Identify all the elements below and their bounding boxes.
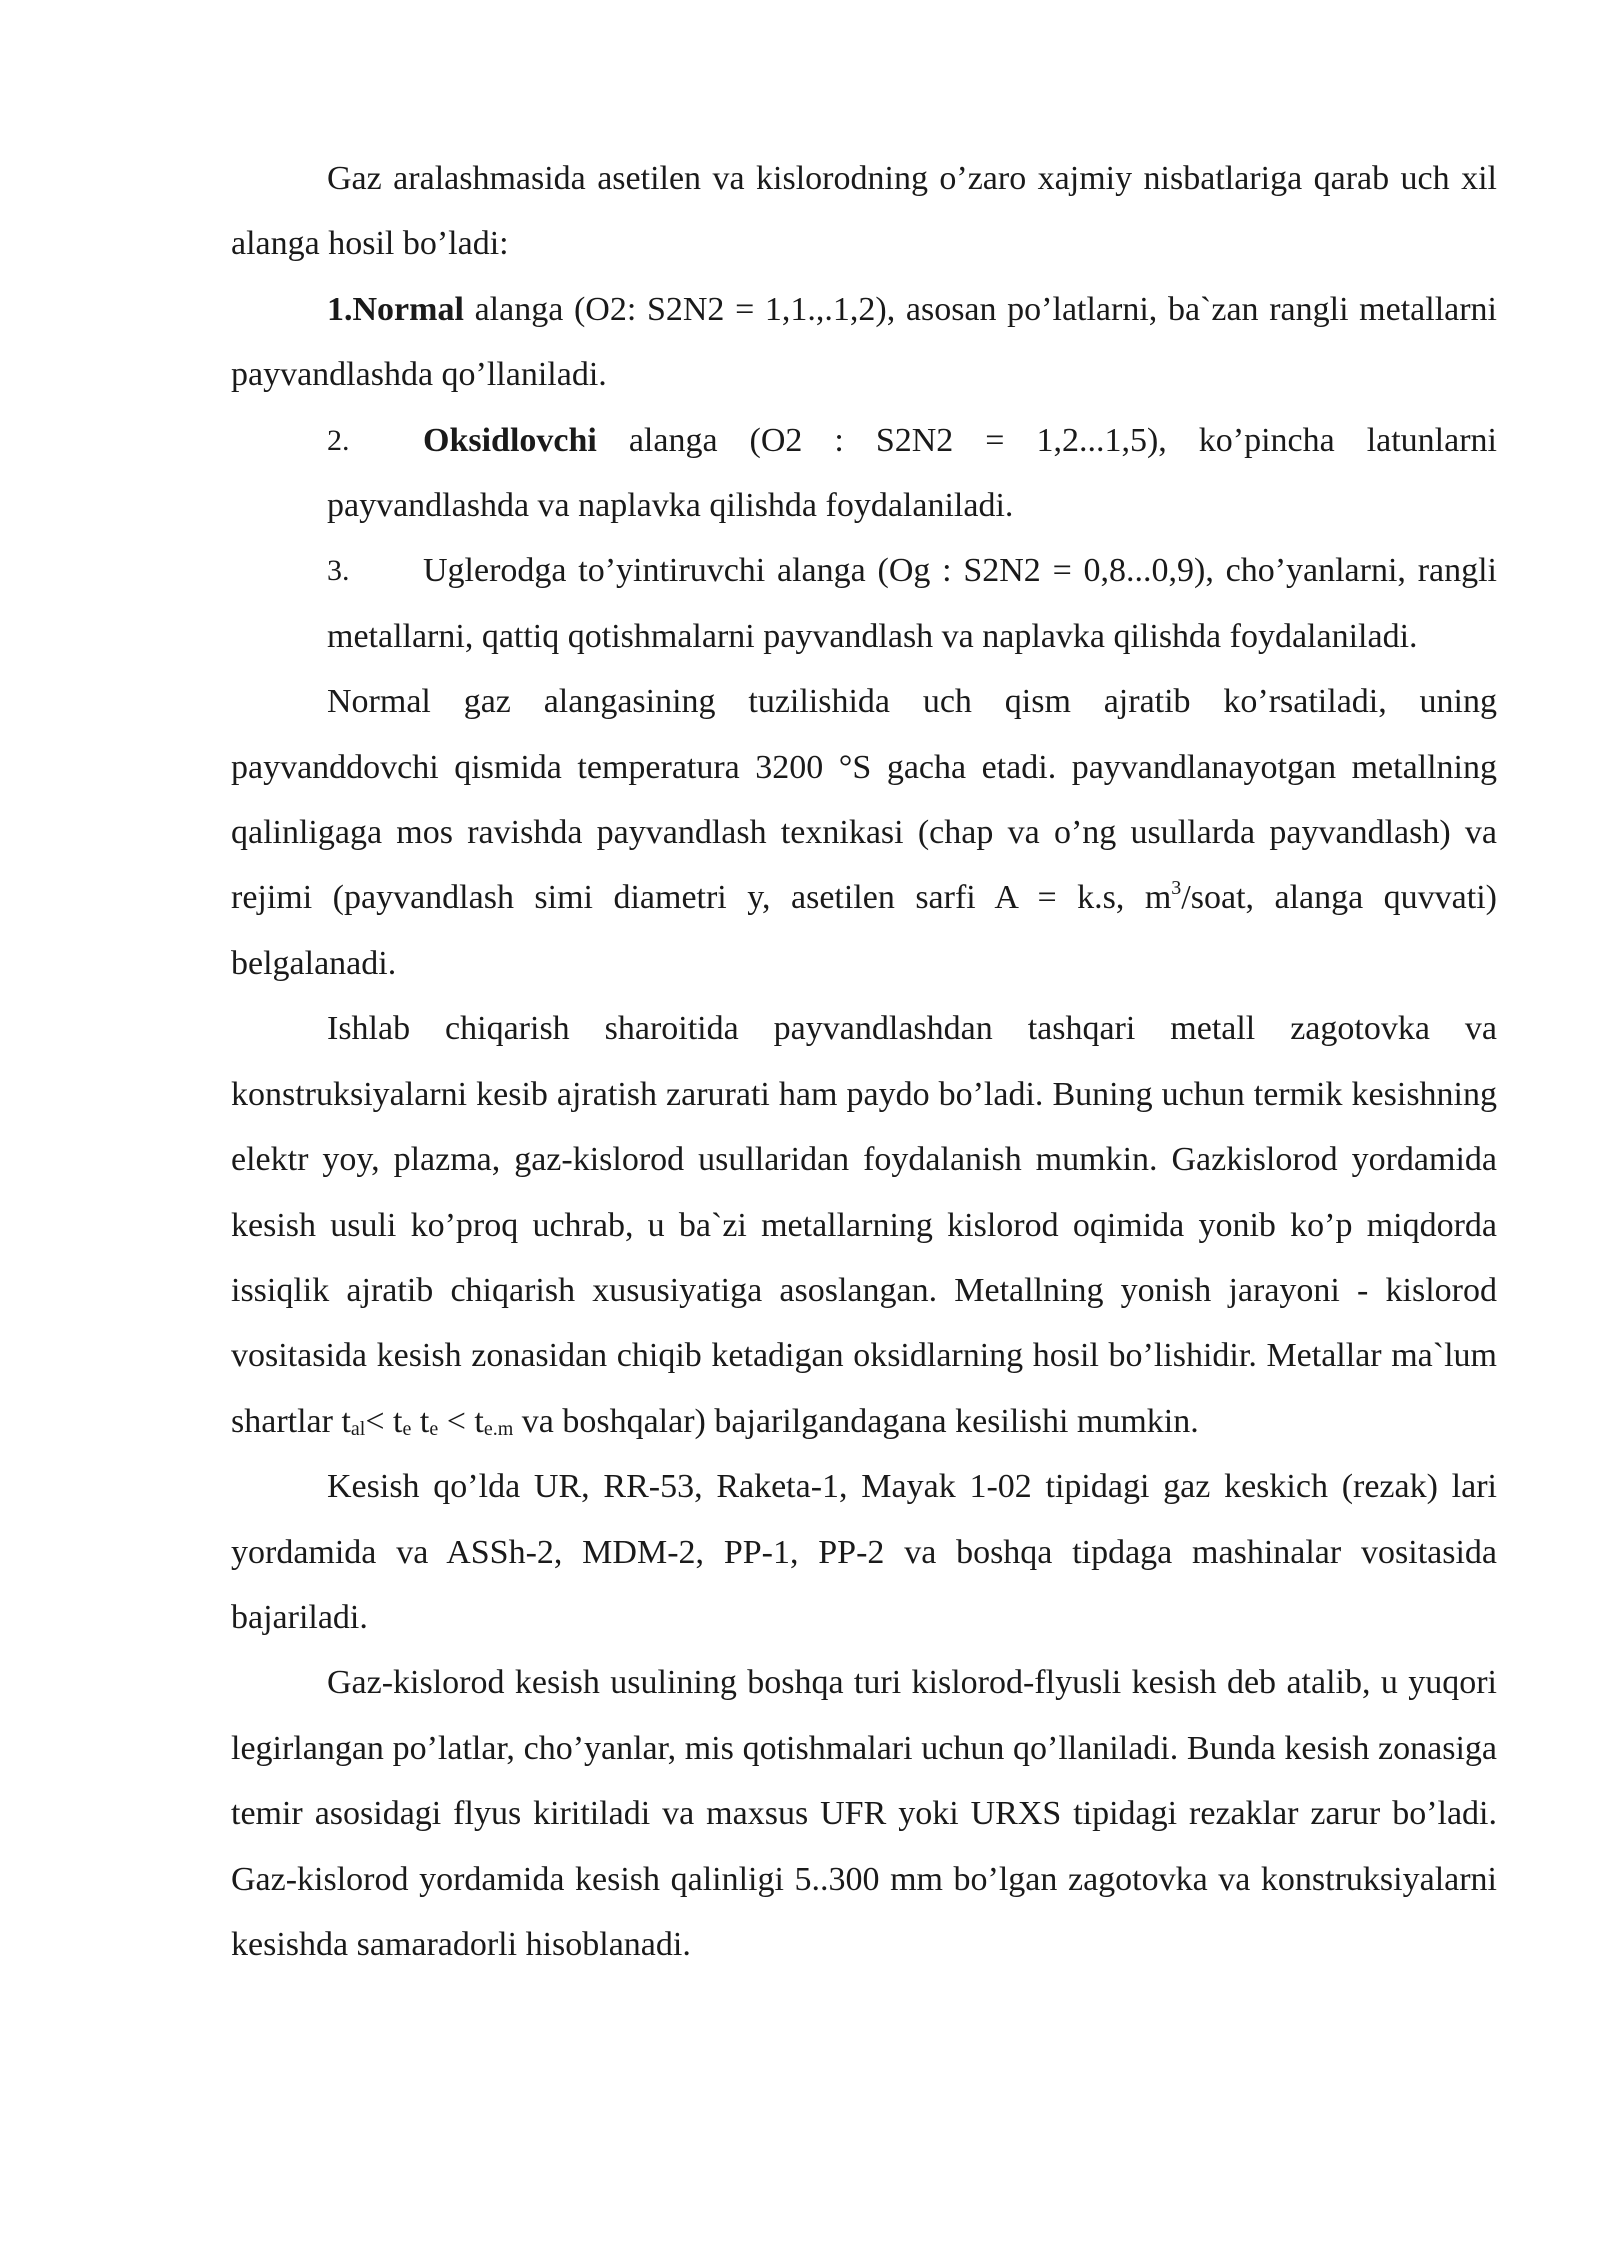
ishlab-text-2: va boshqalar) bajarilgandagana kesilishi mumkin. bbox=[513, 1402, 1199, 1440]
item-oksidlovchi-text: alanga (O2 : S2N2 = 1,2...1,5), ko’pincha latunlarni payvandlashda va naplavka qilishda foydalaniladi. bbox=[327, 421, 1497, 525]
paragraph-ishlab bbox=[231, 996, 1497, 1454]
list-item-uglerod bbox=[327, 538, 1497, 669]
list-item-normal bbox=[231, 277, 1497, 408]
document-page bbox=[231, 146, 1497, 1977]
list-number-3: 3. bbox=[327, 554, 350, 588]
ishlab-mid-1: < t bbox=[365, 1402, 403, 1440]
ishlab-mid-2: t bbox=[411, 1402, 430, 1440]
paragraph-gaz-kislorod: Gaz-kislorod kesish usulining boshqa turi kislorod-flyusli kesish deb atalib, u yuqori legirlangan po’latlar, cho’yanlar, mis qotishmalari uchun qo’llaniladi. Bunda kesish zonasiga temir asosidagi flyus kiritiladi va maxsus UFR yoki URXS tipidagi rezaklar zarur bo’ladi. Gaz-kislorod yordamida kesish qalinligi 5..300 mm bo’lgan zagotovka va konstruksiyalarni kesishda samaradorli hisoblanadi. bbox=[231, 1664, 1497, 1963]
paragraph-kesish: Kesish qo’lda UR, RR-53, Raketa-1, Mayak 1-02 tipidagi gaz keskich (rezak) lari yordamida va ASSh-2, MDM-2, PP-1, PP-2 va boshqa tipdaga mashinalar vositasida bajariladi. bbox=[231, 1468, 1497, 1636]
normal-text-1: Normal gaz alangasining tuzilishida uch qism ajratib ko’rsatiladi, uning payvanddovchi qismida temperatura 3200 °S gacha etadi. payvandlanayotgan metallning qalinligaga mos ravishda payvandlash texnikasi (chap va o’ng usullarda payvandlash) va rejimi (payvandlash simi diametri y, asetilen sarfi A = k.s, m bbox=[231, 683, 1497, 917]
paragraph-normal-gaz bbox=[231, 669, 1497, 996]
subscript-em: e.m bbox=[483, 1417, 514, 1440]
item-uglerod-text: Uglerodga to’yintiruvchi alanga (Og : S2N2 = 0,8...0,9), cho’yanlarni, rangli metallarni, qattiq qotishmalarni payvandlash va naplavka qilishda foydalaniladi. bbox=[327, 552, 1497, 655]
list-item-oksidlovchi bbox=[327, 408, 1497, 539]
paragraph-intro: Gaz aralashmasida asetilen va kislorodning o’zaro xajmiy nisbatlariga qarab uch xil alanga hosil bo’ladi: bbox=[231, 160, 1497, 263]
superscript-3: 3 bbox=[1171, 877, 1182, 900]
item-normal-text: alanga (O2: S2N2 = 1,1.,.1,2), asosan po’latlarni, ba`zan rangli metallarni payvandlashda qo’llaniladi. bbox=[231, 290, 1497, 394]
ishlab-text-1: Ishlab chiqarish sharoitida payvandlashdan tashqari metall zagotovka va konstruksiyalarni kesib ajratish zarurati ham paydo bo’ladi. Buning uchun termik kesishning elektr yoy, plazma, gaz-kislorod usullaridan foydalanish mumkin. Gazkislorod yordamida kesish usuli ko’proq uchrab, u ba`zi metallarning kislorod oqimida yonib ko’p miqdorda issiqlik ajratib chiqarish xususiyatiga asoslangan. Metallning yonish jarayoni - kislorod vositasida kesish zonasidan chiqib ketadigan oksidlarning hosil bo’lishidir. Metallar ma`lum shartlar t bbox=[231, 1010, 1497, 1440]
subscript-e1: e bbox=[402, 1417, 412, 1440]
subscript-al: al bbox=[350, 1417, 366, 1440]
subscript-e2: e bbox=[429, 1417, 439, 1440]
item-oksidlovchi-title: Oksidlovchi bbox=[423, 421, 597, 459]
normal-text-2: /soat, alanga quvvati) belgalanadi. bbox=[231, 879, 1497, 982]
item-normal-title: 1.Normal bbox=[327, 290, 464, 328]
ishlab-mid-3: < t bbox=[438, 1402, 484, 1440]
list-number-2: 2. bbox=[327, 423, 350, 457]
